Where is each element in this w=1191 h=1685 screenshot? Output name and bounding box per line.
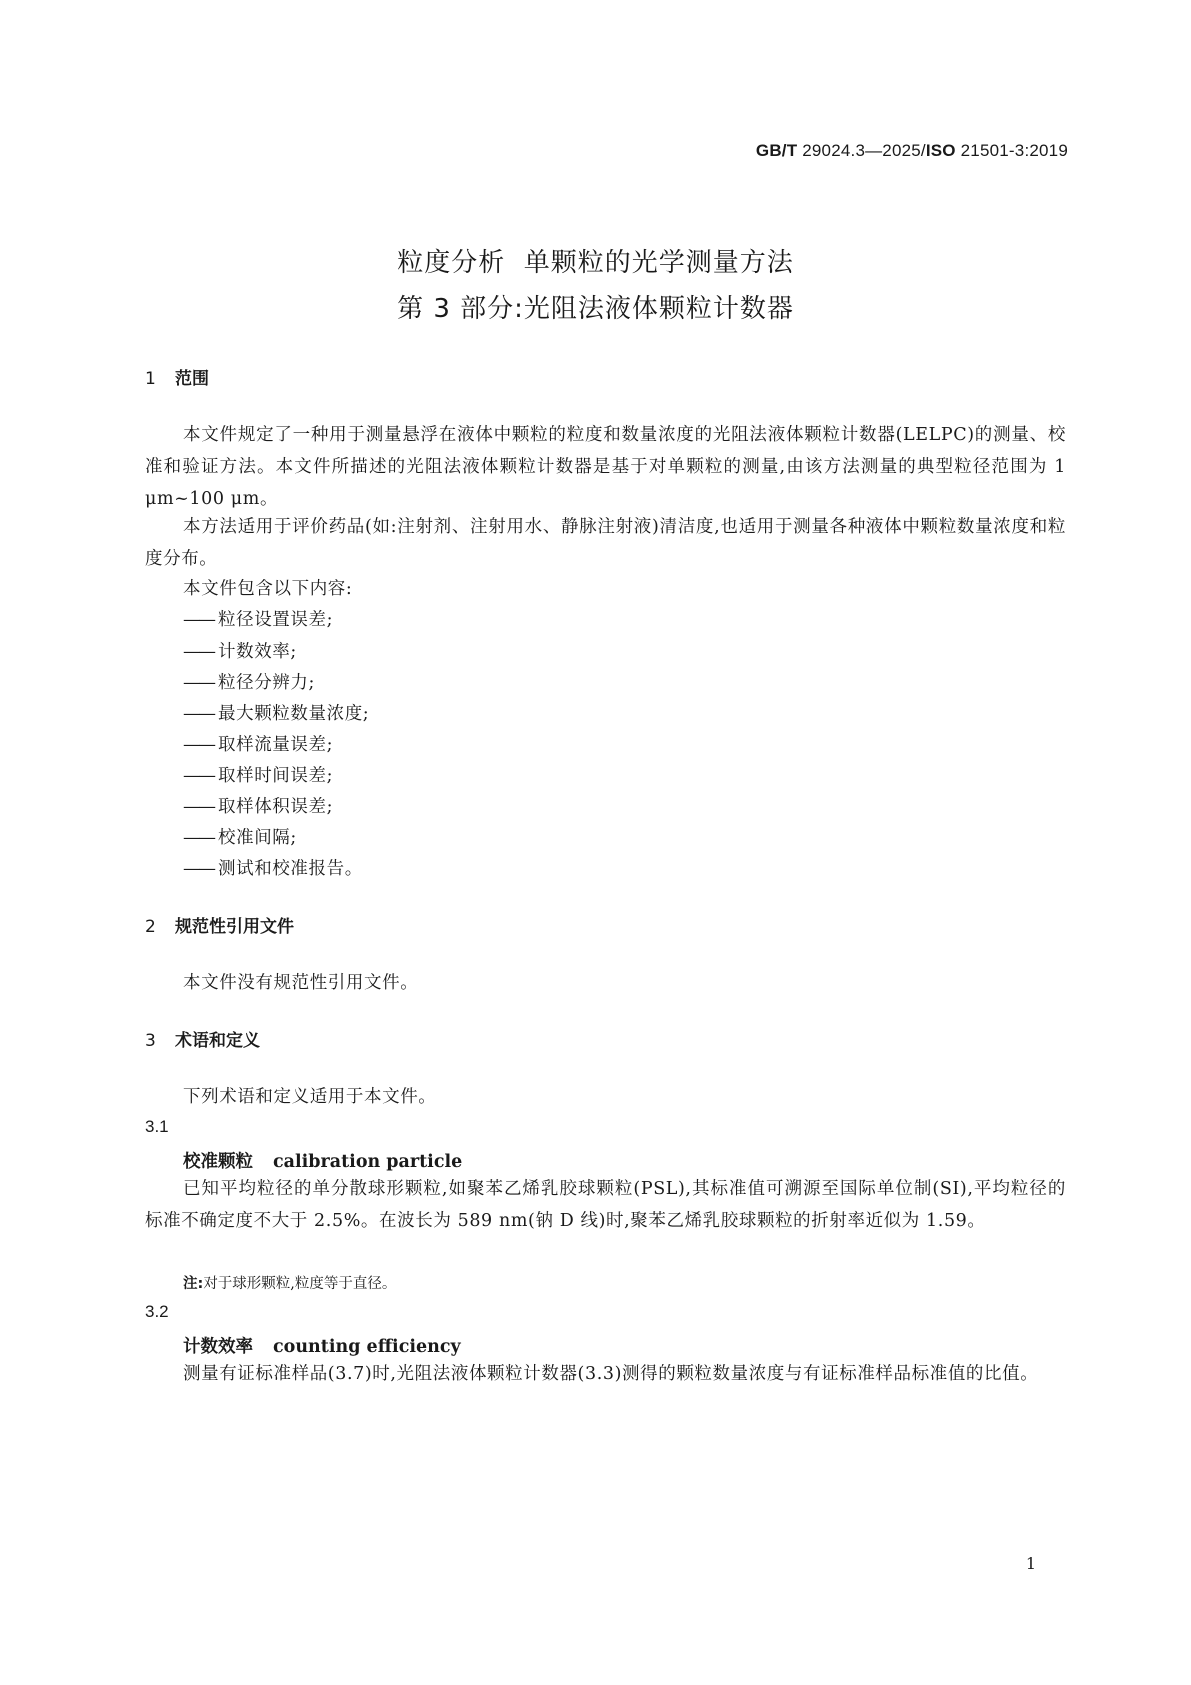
- iso-code-number: 21501-3:2019: [955, 141, 1068, 160]
- section-2-number: 2: [145, 917, 156, 937]
- term-3-1-name: [183, 1148, 462, 1173]
- list-dash: ——: [183, 859, 214, 879]
- section-3-title: 术语和定义: [175, 1031, 260, 1051]
- list-item: [183, 698, 369, 730]
- list-item-text: 取样流量误差;: [218, 735, 334, 755]
- term-3-1-name-en: calibration particle: [273, 1152, 463, 1172]
- list-item-text: 测试和校准报告。: [218, 859, 363, 879]
- section-3-number: 3: [145, 1031, 156, 1051]
- list-dash: ——: [183, 642, 214, 662]
- section-1-paragraph-2: 本方法适用于评价药品(如:注射剂、注射用水、静脉注射液)清洁度,也适用于测量各种液体中颗粒数量浓度和粒度分布。: [145, 517, 1066, 569]
- term-3-1-definition: 已知平均粒径的单分散球形颗粒,如聚苯乙烯乳胶球颗粒(PSL),其标准值可溯源至国际单位制(SI),平均粒径的标准不确定度不大于 2.5%。在波长为 589 nm(钠 D 线)时,聚苯乙烯乳胶球颗粒的折射率近似为 1.59。: [145, 1179, 1066, 1231]
- list-item: [183, 667, 315, 699]
- page-number: 1: [1025, 1554, 1036, 1573]
- list-item-text: 取样体积误差;: [218, 797, 334, 817]
- section-2-title: 规范性引用文件: [175, 917, 294, 937]
- list-dash: ——: [183, 735, 214, 755]
- term-3-2-number: 3.2: [145, 1302, 169, 1321]
- list-item-text: 校准间隔;: [218, 828, 297, 848]
- list-item: [183, 604, 333, 636]
- document-title: [0, 240, 1191, 332]
- document-code-header: [756, 141, 1068, 161]
- list-item-text: 粒径设置误差;: [218, 610, 334, 630]
- list-item-text: 取样时间误差;: [218, 766, 334, 786]
- section-2-heading: [145, 912, 294, 937]
- list-dash: ——: [183, 766, 214, 786]
- list-item-text: 粒径分辨力;: [218, 673, 315, 693]
- term-3-1-number: 3.1: [145, 1117, 169, 1136]
- section-1-title: 范围: [175, 369, 209, 389]
- section-1-heading: [145, 364, 209, 389]
- list-dash: ——: [183, 797, 214, 817]
- list-dash: ——: [183, 610, 214, 630]
- term-3-2-name-zh: 计数效率: [183, 1337, 253, 1357]
- list-item: [183, 822, 297, 854]
- title-line-1: 粒度分析 单颗粒的光学测量方法: [397, 248, 794, 278]
- term-3-2-name: [183, 1333, 461, 1358]
- section-3-paragraph: 下列术语和定义适用于本文件。: [183, 1087, 437, 1107]
- standard-code-number: 29024.3—2025/: [797, 141, 926, 160]
- list-item: [183, 760, 333, 792]
- term-3-1-note: [183, 1272, 396, 1293]
- title-line-2: 第 3 部分:光阻法液体颗粒计数器: [397, 294, 794, 324]
- list-item-text: 计数效率;: [218, 642, 297, 662]
- term-3-2-definition: 测量有证标准样品(3.7)时,光阻法液体颗粒计数器(3.3)测得的颗粒数量浓度与有证标准样品标准值的比值。: [183, 1364, 1039, 1384]
- section-1-paragraph-1: 本文件规定了一种用于测量悬浮在液体中颗粒的粒度和数量浓度的光阻法液体颗粒计数器(LELPC)的测量、校准和验证方法。本文件所描述的光阻法液体颗粒计数器是基于对单颗粒的测量,由该方法测量的典型粒径范围为 1 μm~100 μm。: [145, 425, 1066, 509]
- list-item-text: 最大颗粒数量浓度;: [218, 704, 370, 724]
- list-item: [183, 729, 333, 761]
- note-text: 对于球形颗粒,粒度等于直径。: [203, 1276, 397, 1292]
- standard-code-bold: GB/T: [755, 141, 798, 160]
- section-3-heading: [145, 1026, 260, 1051]
- list-item: [183, 791, 333, 823]
- list-dash: ——: [183, 704, 214, 724]
- list-item: [183, 636, 297, 668]
- list-item: [183, 853, 363, 885]
- section-2-paragraph: 本文件没有规范性引用文件。: [183, 973, 419, 993]
- term-3-1-name-zh: 校准颗粒: [183, 1152, 253, 1172]
- list-dash: ——: [183, 828, 214, 848]
- section-1-paragraph-3: 本文件包含以下内容:: [183, 579, 353, 599]
- section-1-number: 1: [145, 369, 156, 389]
- list-dash: ——: [183, 673, 214, 693]
- note-label: 注:: [183, 1276, 204, 1292]
- term-3-2-name-en: counting efficiency: [273, 1337, 461, 1357]
- iso-code-bold: ISO: [925, 141, 956, 160]
